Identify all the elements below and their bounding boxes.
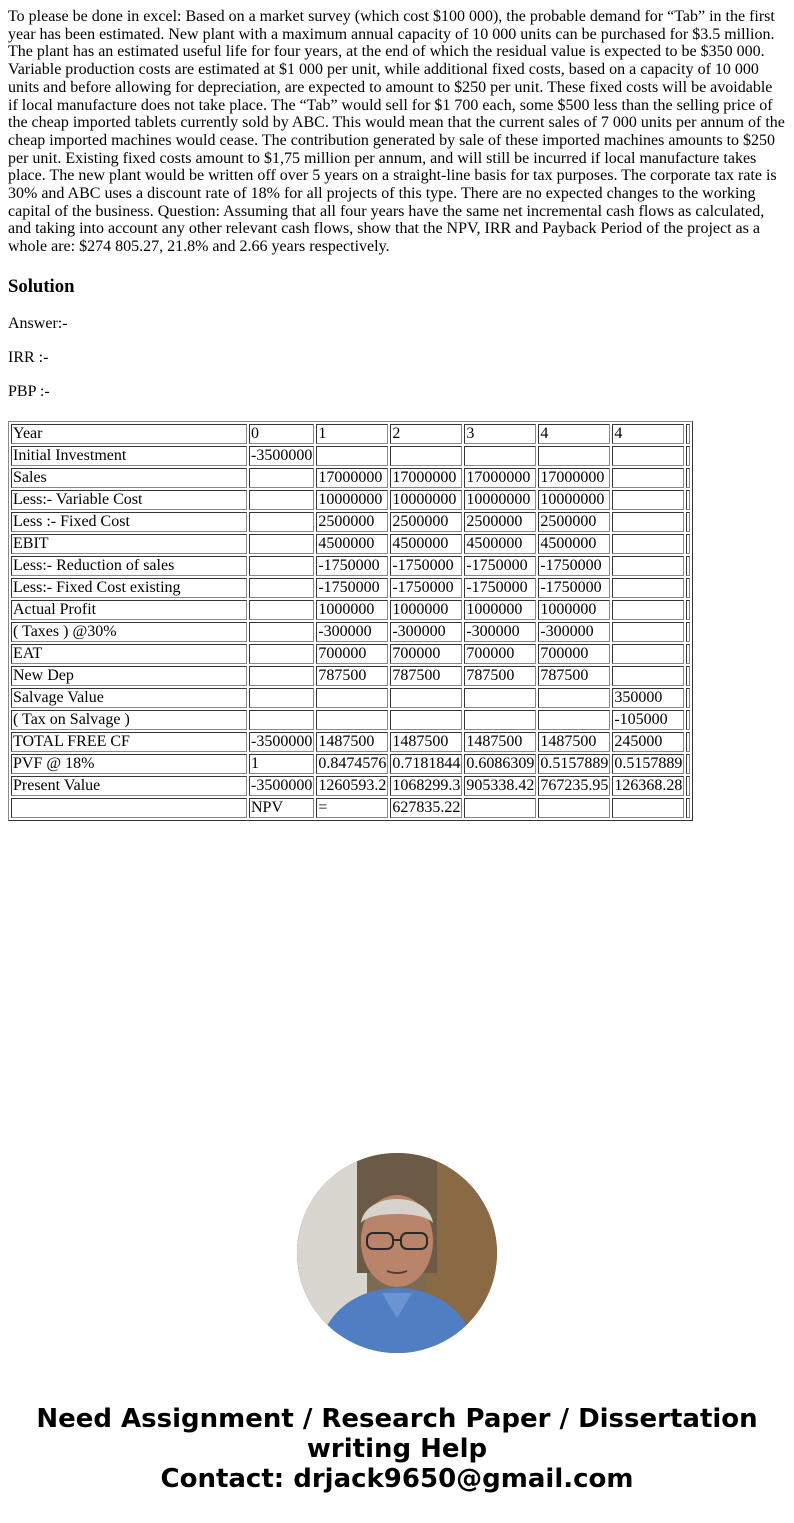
table-row: [11, 490, 690, 510]
table-cell: 627835.22: [392, 799, 461, 816]
table-edge: [686, 446, 690, 466]
table-cell: -3500000: [251, 733, 313, 750]
table-cell: 4500000: [464, 534, 536, 554]
table-cell: [538, 446, 610, 466]
table-row: [11, 424, 690, 444]
table-cell: [464, 798, 536, 818]
table-row: [11, 622, 690, 642]
table-cell: 4500000: [390, 534, 462, 554]
table-cell: 700000: [464, 644, 536, 664]
table-cell: [249, 710, 314, 730]
table-cell: NPV: [249, 798, 314, 818]
table-cell: 787500: [538, 666, 610, 686]
table-edge: [686, 556, 690, 576]
table-cell: -105000: [612, 710, 684, 730]
document-body: [8, 8, 786, 401]
table-cell: -3500000: [251, 777, 313, 794]
table-cell: 787500: [390, 666, 462, 686]
table-edge: [686, 754, 690, 774]
answer-label: Answer:-: [8, 314, 68, 332]
table-cell: -1750000: [464, 578, 536, 598]
table-row: [11, 644, 690, 664]
table-cell: ( Taxes ) @30%: [11, 622, 247, 642]
table-cell: 3: [464, 424, 536, 444]
footer-line-1: Need Assignment / Research Paper / Dissertation: [36, 1404, 758, 1434]
table-row: [11, 512, 690, 532]
pbp-label: PBP :-: [8, 382, 50, 400]
table-cell: 0.6086309: [466, 755, 535, 772]
table-row: [11, 600, 690, 620]
table-cell: [612, 622, 684, 642]
table-cell: TOTAL FREE CF: [11, 732, 247, 752]
table-cell: Less:- Fixed Cost existing: [11, 578, 247, 598]
table-cell: 4: [538, 424, 610, 444]
table-cell: 1487500: [390, 732, 462, 752]
table-row: [11, 446, 690, 466]
table-cell: [612, 512, 684, 532]
table-edge: [686, 776, 690, 796]
table-cell: 767235.95: [540, 777, 609, 794]
table-row: [11, 732, 690, 752]
table-cell: [464, 688, 536, 708]
table-row: [11, 666, 690, 686]
table-cell: -1750000: [316, 556, 388, 576]
table-cell: 1487500: [538, 732, 610, 752]
table-cell: 10000000: [316, 490, 388, 510]
table-cell: PVF @ 18%: [11, 754, 247, 774]
table-cell: 1487500: [316, 732, 388, 752]
table-cell: -1750000: [390, 556, 462, 576]
table-cell: 4: [612, 424, 684, 444]
table-cell: -1750000: [538, 556, 610, 576]
table-cell: 17000000: [316, 468, 388, 488]
table-cell: [612, 534, 684, 554]
table-cell: 2: [390, 424, 462, 444]
table-cell: [249, 600, 314, 620]
table-cell: [249, 688, 314, 708]
table-cell: [538, 688, 610, 708]
table-row: [11, 534, 690, 554]
table-edge: [686, 534, 690, 554]
table-cell: [249, 468, 314, 488]
table-cell: 10000000: [390, 490, 462, 510]
table-cell: -300000: [464, 622, 536, 642]
table-cell: 2500000: [464, 512, 536, 532]
table-cell: [249, 622, 314, 642]
table-cell: 0.8474576: [318, 755, 387, 772]
table-cell: 10000000: [464, 490, 536, 510]
table-cell: -1750000: [316, 578, 388, 598]
table-cell: Less:- Variable Cost: [11, 490, 247, 510]
table-cell: 0: [249, 424, 314, 444]
table-edge: [686, 490, 690, 510]
solution-heading: Solution: [8, 275, 75, 297]
table-cell: =: [316, 798, 388, 818]
table-row: [11, 556, 690, 576]
table-cell: [316, 688, 388, 708]
table-cell: 2500000: [316, 512, 388, 532]
table-cell: Present Value: [11, 776, 247, 796]
table-cell: 126368.28: [614, 777, 683, 794]
footer-contact: Contact: drjack9650@gmail.com: [160, 1464, 634, 1494]
table-cell: [390, 688, 462, 708]
table-cell: Less:- Reduction of sales: [11, 556, 247, 576]
cash-flow-table: [8, 421, 693, 821]
table-edge: [686, 710, 690, 730]
table-cell: Actual Profit: [11, 600, 247, 620]
table-cell: 1260593.2: [318, 777, 387, 794]
table-row: [11, 578, 690, 598]
table-cell: 0.7181844: [392, 755, 461, 772]
table-cell: [390, 446, 462, 466]
table-cell: [612, 490, 684, 510]
table-cell: -300000: [390, 622, 462, 642]
table-cell: Year: [11, 424, 247, 444]
table-cell: 1000000: [316, 600, 388, 620]
irr-label: IRR :-: [8, 348, 49, 366]
table-cell: [316, 710, 388, 730]
table-row: [11, 754, 690, 774]
table-cell: [249, 490, 314, 510]
table-cell: Initial Investment: [11, 446, 247, 466]
table-cell: [612, 468, 684, 488]
table-cell: 1: [249, 754, 314, 774]
table-cell: [249, 556, 314, 576]
table-cell: 700000: [538, 644, 610, 664]
table-cell: Salvage Value: [11, 688, 247, 708]
table-edge: [686, 578, 690, 598]
table-cell: New Dep: [11, 666, 247, 686]
table-cell: [612, 578, 684, 598]
table-edge: [686, 798, 690, 818]
table-cell: [612, 556, 684, 576]
table-edge: [686, 600, 690, 620]
table-cell: 4500000: [538, 534, 610, 554]
npv-row: [11, 798, 690, 818]
cash-flow-table-body: [11, 424, 690, 818]
table-cell: [316, 446, 388, 466]
table-row: [11, 468, 690, 488]
table-cell: [612, 446, 684, 466]
table-cell: [249, 512, 314, 532]
table-cell: 787500: [464, 666, 536, 686]
table-edge: [686, 468, 690, 488]
table-cell: [249, 666, 314, 686]
table-cell: 1000000: [464, 600, 536, 620]
table-cell: 905338.42: [466, 777, 535, 794]
table-cell: 1000000: [538, 600, 610, 620]
footer-banner: [0, 1404, 794, 1494]
table-cell: [249, 644, 314, 664]
table-cell: 1000000: [390, 600, 462, 620]
table-cell: [612, 798, 684, 818]
table-cell: 1068299.3: [392, 777, 461, 794]
table-edge: [686, 424, 690, 444]
table-edge: [686, 512, 690, 532]
table-edge: [686, 732, 690, 752]
table-cell: -1750000: [538, 578, 610, 598]
table-cell: -300000: [316, 622, 388, 642]
table-cell: [249, 578, 314, 598]
table-row: [11, 688, 690, 708]
table-cell: 10000000: [538, 490, 610, 510]
table-cell: -3500000: [251, 447, 313, 464]
table-cell: 17000000: [464, 468, 536, 488]
table-cell: ( Tax on Salvage ): [11, 710, 247, 730]
table-cell: [538, 798, 610, 818]
table-edge: [686, 688, 690, 708]
table-cell: -1750000: [390, 578, 462, 598]
table-row: [11, 776, 690, 796]
table-cell: Sales: [11, 468, 247, 488]
table-cell: 2500000: [538, 512, 610, 532]
table-edge: [686, 644, 690, 664]
table-cell: 0.5157889: [614, 755, 683, 772]
table-cell: [538, 710, 610, 730]
table-cell: 2500000: [390, 512, 462, 532]
table-cell: EBIT: [11, 534, 247, 554]
table-cell: -300000: [538, 622, 610, 642]
table-cell: [612, 666, 684, 686]
author-photo: [297, 1153, 497, 1353]
table-cell: 787500: [316, 666, 388, 686]
table-cell: 350000: [612, 688, 684, 708]
table-cell: 0.5157889: [540, 755, 609, 772]
table-edge: [686, 666, 690, 686]
table-cell: [612, 600, 684, 620]
author-avatar: [297, 1153, 497, 1353]
table-cell: Less :- Fixed Cost: [11, 512, 247, 532]
table-row: [11, 710, 690, 730]
table-cell: 245000: [612, 732, 684, 752]
table-cell: -1750000: [464, 556, 536, 576]
table-cell: 17000000: [390, 468, 462, 488]
table-cell: 700000: [316, 644, 388, 664]
table-edge: [686, 622, 690, 642]
table-cell: [464, 710, 536, 730]
table-cell: 700000: [390, 644, 462, 664]
question-text: To please be done in excel: Based on a market survey (which cost $100 000), the probable demand for “Tab” in the first year has been estimated. New plant with a maximum annual capacity of 10 000 units can be purchased for $3.5 million. The plant has an estimated useful life for four years, at the end of which the residual value is expected to be $350 000. Variable production costs are estimated at $1 000 per unit, while additional fixed costs, based on a capacity of 10 000 units and before allowing for depreciation, are expected to amount to $250 per unit. These fixed costs will be avoidable if local manufacture does not take place. The “Tab” would sell for $1 700 each, some $500 less than the selling price of the cheap imported tablets currently sold by ABC. This would mean that the current sales of 7 000 units per annum of the cheap imported machines would cease. The contribution generated by sale of these imported machines amounts to $250 per unit. Existing fixed costs amount to $1,75 million per annum, and will still be incurred if local manufacture takes place. The new plant would be written off over 5 years on a straight-line basis for tax purposes. The corporate tax rate is 30% and ABC uses a discount rate of 18% for all projects of this type. There are no expected changes to the working capital of the business. Question: Assuming that all four years have the same net incremental cash flows as calculated, and taking into account any other relevant cash flows, show that the NPV, IRR and Payback Period of the project as a whole are: $274 805.27, 21.8% and 2.66 years respectively.: [8, 8, 785, 256]
table-cell: 17000000: [538, 468, 610, 488]
table-cell: [11, 798, 247, 818]
table-cell: EAT: [11, 644, 247, 664]
table-cell: [464, 446, 536, 466]
table-cell: 4500000: [316, 534, 388, 554]
table-cell: [612, 644, 684, 664]
table-cell: 1: [316, 424, 388, 444]
table-cell: 1487500: [464, 732, 536, 752]
table-cell: [390, 710, 462, 730]
table-cell: [249, 534, 314, 554]
footer-line-2: writing Help: [306, 1434, 488, 1464]
